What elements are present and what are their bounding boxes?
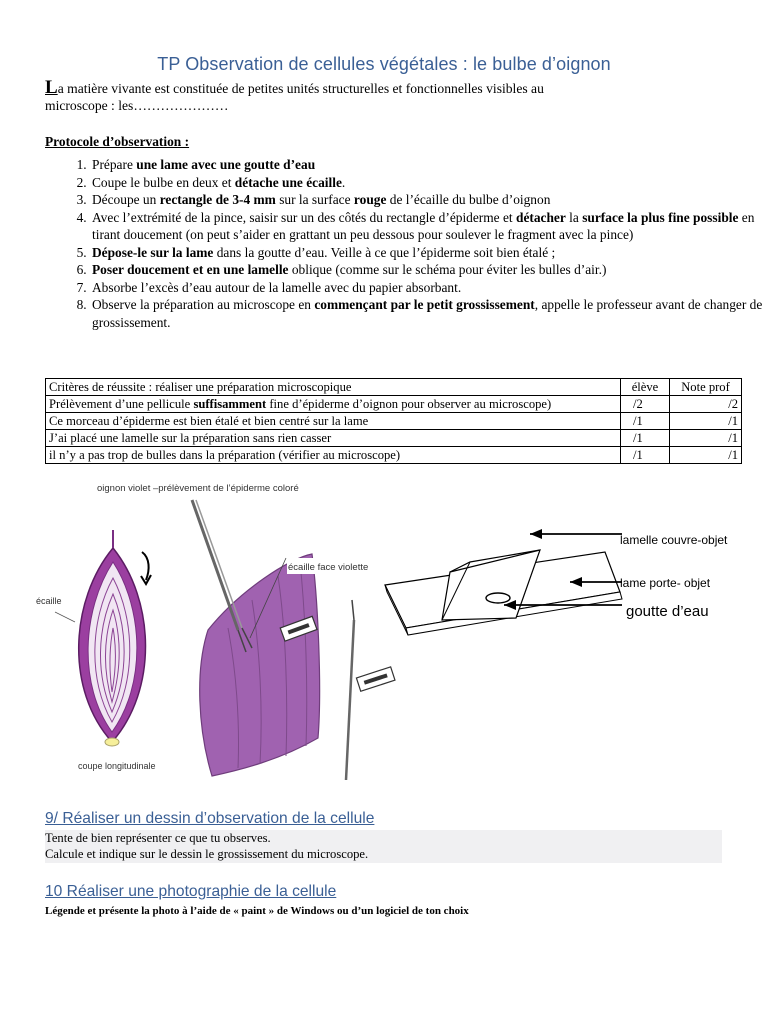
step-2: 2. Coupe le bulbe en deux et détache une écaille. <box>90 174 768 192</box>
section-9-title: 9/ Réaliser un dessin d’observation de la cellule <box>45 810 375 827</box>
onion-scale-drawing <box>192 500 395 780</box>
section-10-title: 10 Réaliser une photographie de la cellule <box>45 883 337 900</box>
section-9-line-1: Tente de bien représenter ce que tu observes. <box>45 831 271 845</box>
onion-bulb-drawing <box>55 530 151 746</box>
table-row <box>46 430 742 447</box>
page-title: TP Observation de cellules végétales : le bulbe d’oignon <box>157 54 611 74</box>
step-3: 3. Découpe un rectangle de 3-4 mm sur la surface rouge de l’écaille du bulbe d’oignon <box>90 191 768 209</box>
table-header-row <box>46 379 742 396</box>
eleve-score: /1 <box>621 447 670 464</box>
prof-header: Note prof <box>670 379 742 396</box>
step-7: 7. Absorbe l’excès d’eau autour de la lamelle avec du papier absorbant. <box>90 279 768 297</box>
label-prelevement: oignon violet –prélèvement de l’épiderme coloré <box>97 483 299 494</box>
section-10-text: Légende et présente la photo à l’aide de « paint » de Windows ou d’un logiciel de ton choix <box>45 905 469 917</box>
prof-score: /2 <box>670 396 742 413</box>
prof-score: /1 <box>670 430 742 447</box>
criteria-header: Critères de réussite : réaliser une préparation microscopique <box>46 379 621 396</box>
intro-line-1: a matière vivante est constituée de petites unités structurelles et fonctionnelles visibles au <box>57 81 544 96</box>
section-9-line-2: Calcule et indique sur le dessin le grossissement du microscope. <box>45 847 369 861</box>
step-8: 8. Observe la préparation au microscope en commençant par le petit grossissement, appelle le professeur avant de changer de grossissement. <box>90 296 768 331</box>
procedure-illustration <box>30 470 750 800</box>
prof-score: /1 <box>670 447 742 464</box>
label-ecaille: écaille <box>36 596 62 606</box>
table-row <box>46 447 742 464</box>
prof-score: /1 <box>670 413 742 430</box>
criterion-text: Ce morceau d’épiderme est bien étalé et bien centré sur la lame <box>46 413 621 430</box>
label-goutte: goutte d’eau <box>626 603 709 620</box>
criterion-text: J’ai placé une lamelle sur la préparation sans rien casser <box>46 430 621 447</box>
label-lamelle: lamelle couvre-objet <box>620 533 728 547</box>
eleve-score: /1 <box>621 430 670 447</box>
eleve-header: élève <box>621 379 670 396</box>
slide-coverslip-drawing <box>385 529 622 635</box>
section-9-text <box>45 830 368 862</box>
intro-paragraph <box>45 79 645 114</box>
step-1: 1. Prépare une lame avec une goutte d’eau <box>90 156 768 174</box>
step-4: 4. Avec l’extrémité de la pince, saisir sur un des côtés du rectangle d’épiderme et détacher la surface la plus fine possible en tirant doucement (on peut s’aider en grattant un peu dessous pour soulever le fragment avec la pince) <box>90 209 768 244</box>
step-6: 6. Poser doucement et en une lamelle oblique (comme sur le schéma pour éviter les bulles d’air.) <box>90 261 768 279</box>
label-lame: lame porte- objet <box>620 576 711 590</box>
eleve-score: /1 <box>621 413 670 430</box>
eleve-score: /2 <box>621 396 670 413</box>
intro-line-2: microscope : les………………… <box>45 98 229 113</box>
table-row <box>46 396 742 413</box>
step-5: 5. Dépose-le sur la lame dans la goutte d’eau. Veille à ce que l’épiderme soit bien étalé ; <box>90 244 768 262</box>
criteria-table <box>45 378 742 464</box>
table-row <box>46 413 742 430</box>
label-face-violette: écaille face violette <box>288 562 369 573</box>
illustration-svg <box>30 470 750 800</box>
label-coupe: coupe longitudinale <box>78 761 156 771</box>
protocol-heading: Protocole d’observation : <box>45 134 190 149</box>
protocol-steps <box>45 156 768 331</box>
criterion-text: Prélèvement d’une pellicule suffisamment fine d’épiderme d’oignon pour observer au microscope) <box>46 396 621 413</box>
intro-dropcap: L <box>45 77 58 98</box>
criterion-text: il n’y a pas trop de bulles dans la préparation (vérifier au microscope) <box>46 447 621 464</box>
